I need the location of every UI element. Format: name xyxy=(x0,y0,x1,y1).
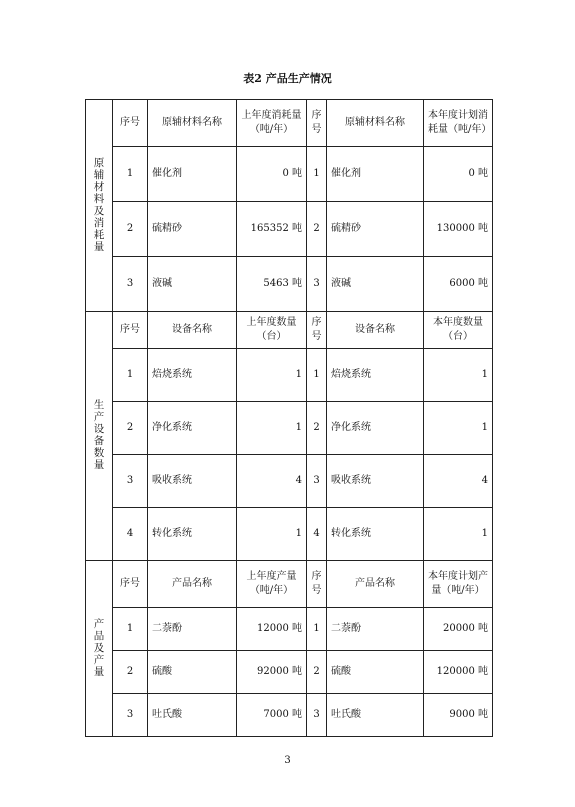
value-cell: 0 吨 xyxy=(424,147,493,202)
section-2-label: 生产设备数量 xyxy=(86,312,113,561)
name-cell: 硫酸 xyxy=(148,651,237,694)
name-cell: 催化剂 xyxy=(327,147,424,202)
header-cell: 上年度数量（台） xyxy=(237,312,307,349)
seq-cell: 2 xyxy=(307,402,327,455)
header-cell: 原辅材料名称 xyxy=(327,100,424,147)
value-cell: 1 xyxy=(424,402,493,455)
value-cell: 9000 吨 xyxy=(424,694,493,737)
value-cell: 1 xyxy=(237,349,307,402)
section-3-header-row xyxy=(86,561,493,608)
seq-cell: 3 xyxy=(113,455,148,508)
value-cell: 6000 吨 xyxy=(424,257,493,312)
value-cell: 12000 吨 xyxy=(237,608,307,651)
name-cell: 焙烧系统 xyxy=(148,349,237,402)
value-cell: 165352 吨 xyxy=(237,202,307,257)
table-row xyxy=(86,508,493,561)
value-cell: 1 xyxy=(424,349,493,402)
name-cell: 转化系统 xyxy=(148,508,237,561)
page-number: 3 xyxy=(284,755,291,766)
header-cell: 序号 xyxy=(307,100,327,147)
name-cell: 净化系统 xyxy=(148,402,237,455)
seq-cell: 1 xyxy=(113,349,148,402)
value-cell: 120000 吨 xyxy=(424,651,493,694)
seq-cell: 1 xyxy=(113,608,148,651)
name-cell: 吐氏酸 xyxy=(148,694,237,737)
value-cell: 7000 吨 xyxy=(237,694,307,737)
seq-cell: 3 xyxy=(307,694,327,737)
table-row xyxy=(86,455,493,508)
header-cell: 序号 xyxy=(113,561,148,608)
header-cell: 设备名称 xyxy=(148,312,237,349)
name-cell: 焙烧系统 xyxy=(327,349,424,402)
section-2-header-row xyxy=(86,312,493,349)
table-row xyxy=(86,651,493,694)
section-1-header-row xyxy=(86,100,493,147)
header-cell: 序号 xyxy=(307,561,327,608)
header-cell: 产品名称 xyxy=(148,561,237,608)
table-row xyxy=(86,694,493,737)
seq-cell: 2 xyxy=(113,651,148,694)
seq-cell: 2 xyxy=(307,651,327,694)
seq-cell: 2 xyxy=(113,402,148,455)
header-cell: 上年度消耗量（吨/年） xyxy=(237,100,307,147)
seq-cell: 1 xyxy=(307,147,327,202)
name-cell: 硫精砂 xyxy=(327,202,424,257)
table-row xyxy=(86,402,493,455)
name-cell: 转化系统 xyxy=(327,508,424,561)
value-cell: 92000 吨 xyxy=(237,651,307,694)
header-cell: 序号 xyxy=(113,100,148,147)
value-cell: 20000 吨 xyxy=(424,608,493,651)
seq-cell: 1 xyxy=(307,349,327,402)
value-cell: 1 xyxy=(424,508,493,561)
value-cell: 1 xyxy=(237,402,307,455)
header-cell: 上年度产量（吨/年） xyxy=(237,561,307,608)
name-cell: 二萘酚 xyxy=(327,608,424,651)
seq-cell: 3 xyxy=(307,257,327,312)
name-cell: 硫酸 xyxy=(327,651,424,694)
seq-cell: 1 xyxy=(113,147,148,202)
table-row xyxy=(86,147,493,202)
seq-cell: 3 xyxy=(307,455,327,508)
name-cell: 吸收系统 xyxy=(327,455,424,508)
value-cell: 0 吨 xyxy=(237,147,307,202)
seq-cell: 3 xyxy=(113,694,148,737)
header-cell: 序号 xyxy=(113,312,148,349)
value-cell: 130000 吨 xyxy=(424,202,493,257)
production-table xyxy=(85,99,493,737)
seq-cell: 4 xyxy=(307,508,327,561)
header-cell: 序号 xyxy=(307,312,327,349)
name-cell: 液碱 xyxy=(148,257,237,312)
header-cell: 本年度数量（台） xyxy=(424,312,493,349)
value-cell: 5463 吨 xyxy=(237,257,307,312)
table-row xyxy=(86,608,493,651)
value-cell: 1 xyxy=(237,508,307,561)
section-3-label: 产品及产量 xyxy=(86,561,113,737)
name-cell: 吸收系统 xyxy=(148,455,237,508)
table-row xyxy=(86,257,493,312)
table-row xyxy=(86,349,493,402)
name-cell: 液碱 xyxy=(327,257,424,312)
header-cell: 本年度计划产量（吨/年） xyxy=(424,561,493,608)
name-cell: 净化系统 xyxy=(327,402,424,455)
value-cell: 4 xyxy=(424,455,493,508)
seq-cell: 2 xyxy=(307,202,327,257)
name-cell: 催化剂 xyxy=(148,147,237,202)
section-1-label: 原辅材料及消耗量 xyxy=(86,100,113,312)
name-cell: 吐氏酸 xyxy=(327,694,424,737)
header-cell: 设备名称 xyxy=(327,312,424,349)
table-title: 表2 产品生产情况 xyxy=(243,72,332,85)
header-cell: 原辅材料名称 xyxy=(148,100,237,147)
value-cell: 4 xyxy=(237,455,307,508)
seq-cell: 3 xyxy=(113,257,148,312)
name-cell: 二萘酚 xyxy=(148,608,237,651)
seq-cell: 1 xyxy=(307,608,327,651)
table-row xyxy=(86,202,493,257)
name-cell: 硫精砂 xyxy=(148,202,237,257)
seq-cell: 2 xyxy=(113,202,148,257)
header-cell: 本年度计划消耗量（吨/年） xyxy=(424,100,493,147)
header-cell: 产品名称 xyxy=(327,561,424,608)
seq-cell: 4 xyxy=(113,508,148,561)
